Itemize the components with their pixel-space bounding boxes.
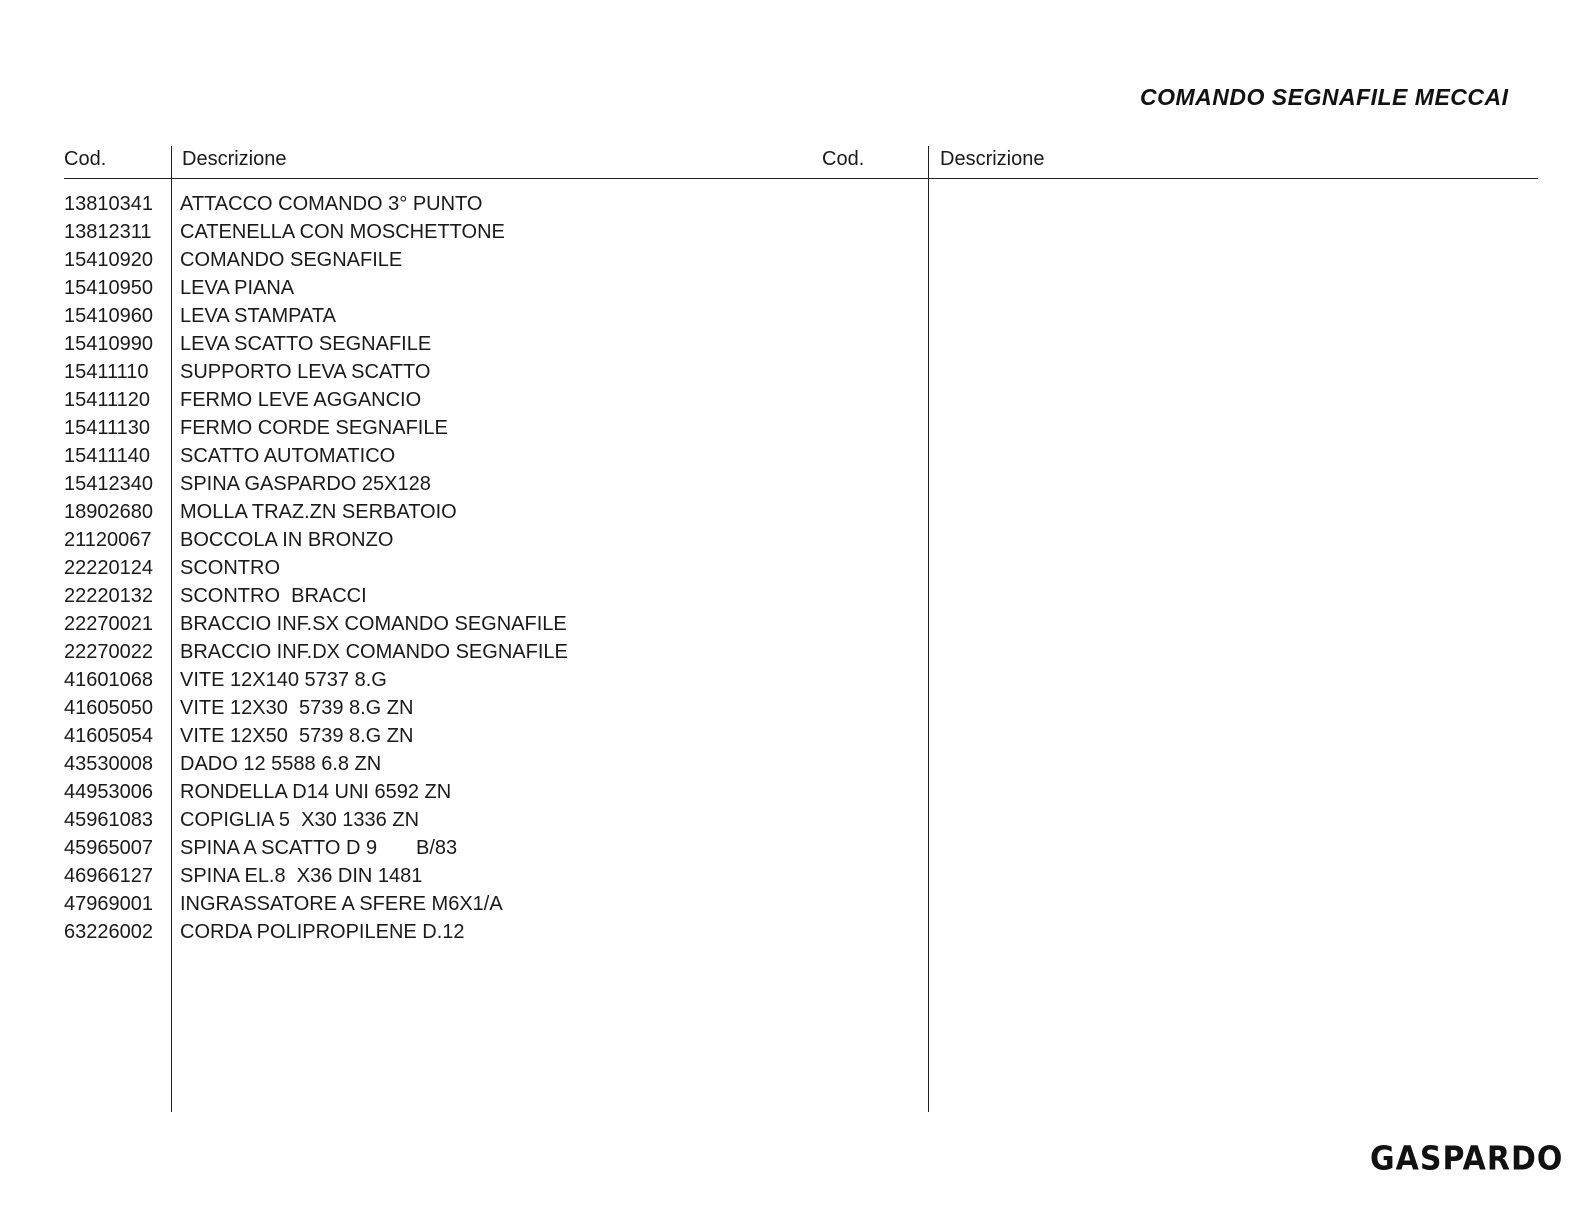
table-row (64, 526, 644, 554)
part-code: 47969001 (64, 893, 153, 915)
table-row (64, 470, 644, 498)
part-description: COPIGLIA 5 X30 1336 ZN (180, 809, 420, 831)
table-row (64, 638, 644, 666)
table-row (64, 778, 644, 806)
part-description: LEVA STAMPATA (180, 305, 336, 327)
table-row (64, 498, 644, 526)
part-description: SCATTO AUTOMATICO (180, 445, 396, 467)
part-code: 13812311 (64, 221, 152, 243)
part-description: MOLLA TRAZ.ZN SERBATOIO (180, 501, 457, 523)
part-description: SCONTRO BRACCI (180, 585, 367, 607)
center-column-divider (928, 146, 929, 1112)
part-code: 22270022 (64, 641, 153, 663)
table-row (64, 218, 644, 246)
part-code: 46966127 (64, 865, 153, 887)
table-row (64, 862, 644, 890)
part-code: 41601068 (64, 669, 153, 691)
table-row (64, 918, 644, 946)
part-code: 41605054 (64, 725, 153, 747)
part-code: 22220132 (64, 585, 153, 607)
part-description: BOCCOLA IN BRONZO (180, 529, 394, 551)
table-row (64, 330, 644, 358)
table-row (64, 386, 644, 414)
header-right-description: Descrizione (940, 148, 1045, 170)
part-code: 15410960 (64, 305, 153, 327)
part-description: ATTACCO COMANDO 3° PUNTO (180, 193, 483, 215)
part-description: COMANDO SEGNAFILE (180, 249, 403, 271)
part-code: 22220124 (64, 557, 153, 579)
part-code: 15411130 (64, 417, 151, 439)
part-description: SPINA GASPARDO 25X128 (180, 473, 431, 495)
part-code: 22270021 (64, 613, 153, 635)
table-row (64, 750, 644, 778)
table-row (64, 358, 644, 386)
table-row (64, 834, 644, 862)
table-row (64, 694, 644, 722)
table-row (64, 582, 644, 610)
part-description: CORDA POLIPROPILENE D.12 (180, 921, 465, 943)
part-description: FERMO LEVE AGGANCIO (180, 389, 422, 411)
table-row (64, 442, 644, 470)
part-description: DADO 12 5588 6.8 ZN (180, 753, 382, 775)
part-description: VITE 12X140 5737 8.G (180, 669, 387, 691)
header-left-code: Cod. (64, 148, 107, 170)
part-description: RONDELLA D14 UNI 6592 ZN (180, 781, 452, 803)
part-description: SPINA A SCATTO D 9 B/83 (180, 837, 458, 859)
part-description: SCONTRO (180, 557, 280, 579)
part-description: INGRASSATORE A SFERE M6X1/A (180, 893, 503, 915)
part-code: 45965007 (64, 837, 153, 859)
part-code: 15410990 (64, 333, 153, 355)
part-code: 44953006 (64, 781, 153, 803)
part-description: FERMO CORDE SEGNAFILE (180, 417, 448, 439)
part-description: SPINA EL.8 X36 DIN 1481 (180, 865, 423, 887)
part-code: 15410920 (64, 249, 153, 271)
header-left-description: Descrizione (182, 148, 287, 170)
part-description: LEVA SCATTO SEGNAFILE (180, 333, 432, 355)
table-row (64, 722, 644, 750)
header-right-code: Cod. (822, 148, 865, 170)
header-rule (64, 178, 1538, 179)
part-code: 15411110 (64, 361, 149, 383)
part-code: 63226002 (64, 921, 153, 943)
part-code: 21120067 (64, 529, 152, 551)
part-code: 15411140 (64, 445, 151, 467)
part-code: 13810341 (64, 193, 153, 215)
part-code: 15410950 (64, 277, 153, 299)
brand-logo: GASPARDO (1370, 1140, 1564, 1179)
table-row (64, 190, 644, 218)
table-row (64, 554, 644, 582)
part-code: 45961083 (64, 809, 153, 831)
part-description: VITE 12X30 5739 8.G ZN (180, 697, 414, 719)
part-description: SUPPORTO LEVA SCATTO (180, 361, 431, 383)
part-code: 15412340 (64, 473, 153, 495)
part-description: CATENELLA CON MOSCHETTONE (180, 221, 505, 243)
part-code: 18902680 (64, 501, 153, 523)
table-row (64, 302, 644, 330)
table-row (64, 246, 644, 274)
part-description: BRACCIO INF.DX COMANDO SEGNAFILE (180, 641, 568, 663)
part-description: VITE 12X50 5739 8.G ZN (180, 725, 414, 747)
part-code: 41605050 (64, 697, 153, 719)
table-row (64, 414, 644, 442)
part-description: BRACCIO INF.SX COMANDO SEGNAFILE (180, 613, 567, 635)
parts-list (64, 190, 644, 946)
table-row (64, 610, 644, 638)
part-description: LEVA PIANA (180, 277, 295, 299)
table-row (64, 806, 644, 834)
table-row (64, 666, 644, 694)
table-row (64, 890, 644, 918)
part-code: 15411120 (64, 389, 151, 411)
part-code: 43530008 (64, 753, 153, 775)
table-row (64, 274, 644, 302)
page-title: COMANDO SEGNAFILE MECCAI (1140, 84, 1509, 110)
